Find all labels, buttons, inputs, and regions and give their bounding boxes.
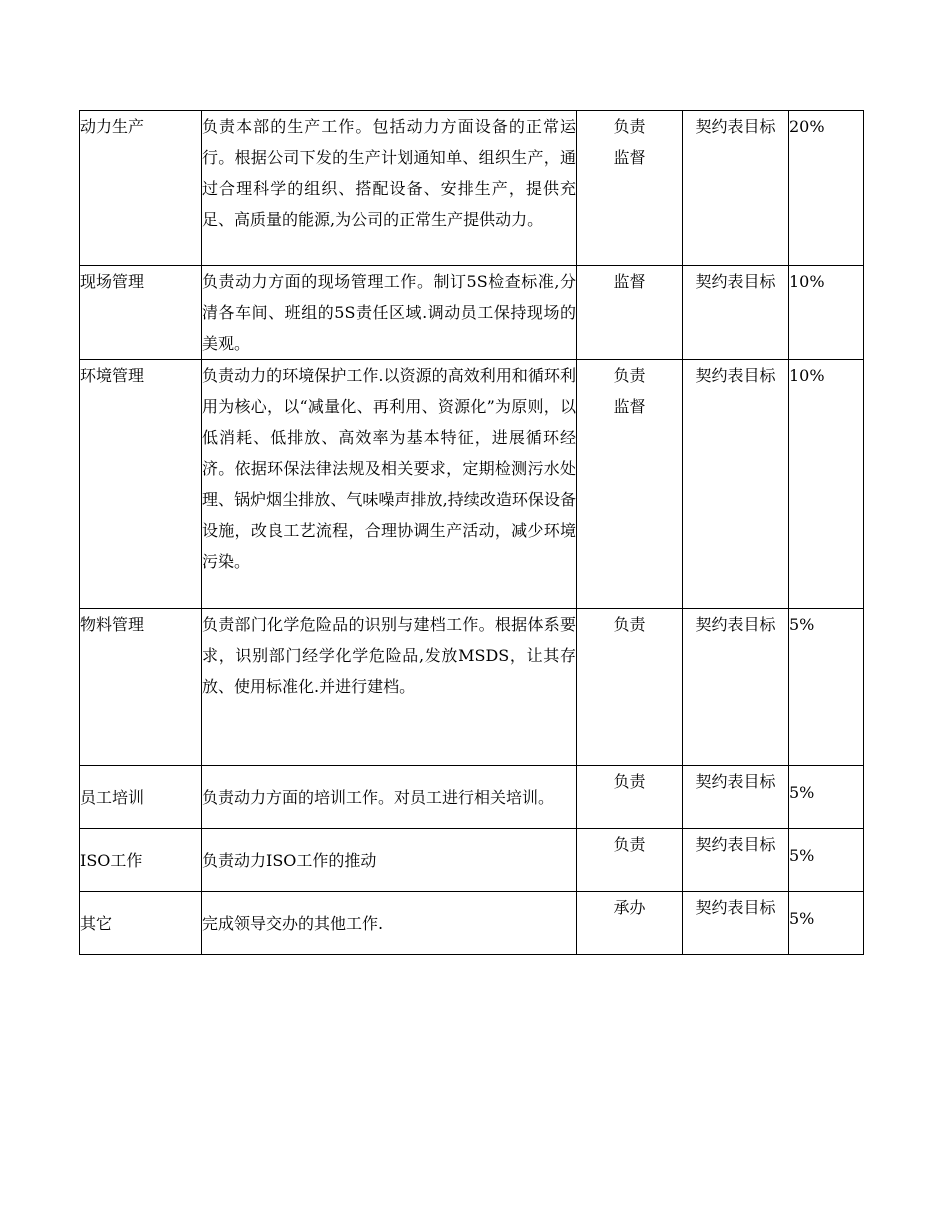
duty-weight [789,892,864,955]
duty-goal [683,111,789,266]
duty-description: 负责本部的生产工作。包括动力方面设备的正常运行。根据公司下发的生产计划通知单、组织生产，通过合理科学的组织、搭配设备、安排生产，提供充足、高质量的能源,为公司的正常生产提供动力。 [202,111,577,266]
responsibility-label: 承办 [613,898,646,917]
duty-description: 负责动力的环境保护工作.以资源的高效利用和循环利用为核心，以“减量化、再利用、资源化”为原则，以低消耗、低排放、高效率为基本特征，进展循环经济。依据环保法律法规及相关要求，定期检测污水处理、锅炉烟尘排放、气味噪声排放,持续改造环保设备设施，改良工艺流程，合理协调生产活动，减少环境污染。 [202,360,577,609]
duty-name: 现场管理 [80,266,202,360]
weight-label: 5% [789,845,815,865]
responsibility-label: 监督 [613,272,646,291]
duty-goal [683,360,789,609]
duty-goal [683,609,789,766]
responsibility-label: 负责监督 [613,117,646,167]
duty-name: 环境管理 [80,360,202,609]
responsibility-label: 负责监督 [613,366,646,416]
duty-description: 负责动力方面的现场管理工作。制订5S检查标准,分清各车间、班组的5S责任区域.调动员工保持现场的美观。 [202,266,577,360]
table-row [80,766,864,829]
duty-description: 完成领导交办的其他工作. [202,892,577,955]
goal-label: 契约表目标 [695,835,776,854]
responsibility-label: 负责 [613,615,646,634]
duty-responsibility [577,766,683,829]
duty-responsibility [577,266,683,360]
weight-label: 5% [789,908,815,928]
duty-responsibility [577,829,683,892]
goal-label: 契约表目标 [695,272,776,291]
duty-goal [683,829,789,892]
responsibility-label: 负责 [613,772,646,791]
duty-name: 物料管理 [80,609,202,766]
duty-table [79,110,864,955]
duty-name: 其它 [80,892,202,955]
duty-name: 动力生产 [80,111,202,266]
duty-weight: 20% [789,111,864,266]
duty-responsibility [577,609,683,766]
duty-responsibility [577,111,683,266]
duty-name: ISO工作 [80,829,202,892]
duty-goal [683,266,789,360]
duty-goal [683,766,789,829]
goal-label: 契约表目标 [695,117,776,136]
goal-label: 契约表目标 [695,898,776,917]
duty-description: 负责部门化学危险品的识别与建档工作。根据体系要求，识别部门经学化学危险品,发放MSDS，让其存放、使用标准化.并进行建档。 [202,609,577,766]
goal-label: 契约表目标 [695,366,776,385]
duty-weight [789,829,864,892]
goal-label: 契约表目标 [695,615,776,634]
duty-responsibility [577,360,683,609]
duty-weight [789,766,864,829]
duty-description: 负责动力方面的培训工作。对员工进行相关培训。 [202,766,577,829]
duty-description: 负责动力ISO工作的推动 [202,829,577,892]
table-row [80,266,864,360]
duty-weight: 10% [789,266,864,360]
goal-label: 契约表目标 [695,772,776,791]
duty-weight: 5% [789,609,864,766]
table-row [80,609,864,766]
duty-name: 员工培训 [80,766,202,829]
responsibility-label: 负责 [613,835,646,854]
table-row [80,360,864,609]
table-row [80,892,864,955]
weight-label: 5% [789,782,815,802]
table-row [80,111,864,266]
table-row [80,829,864,892]
duty-responsibility [577,892,683,955]
duty-weight: 10% [789,360,864,609]
duty-goal [683,892,789,955]
